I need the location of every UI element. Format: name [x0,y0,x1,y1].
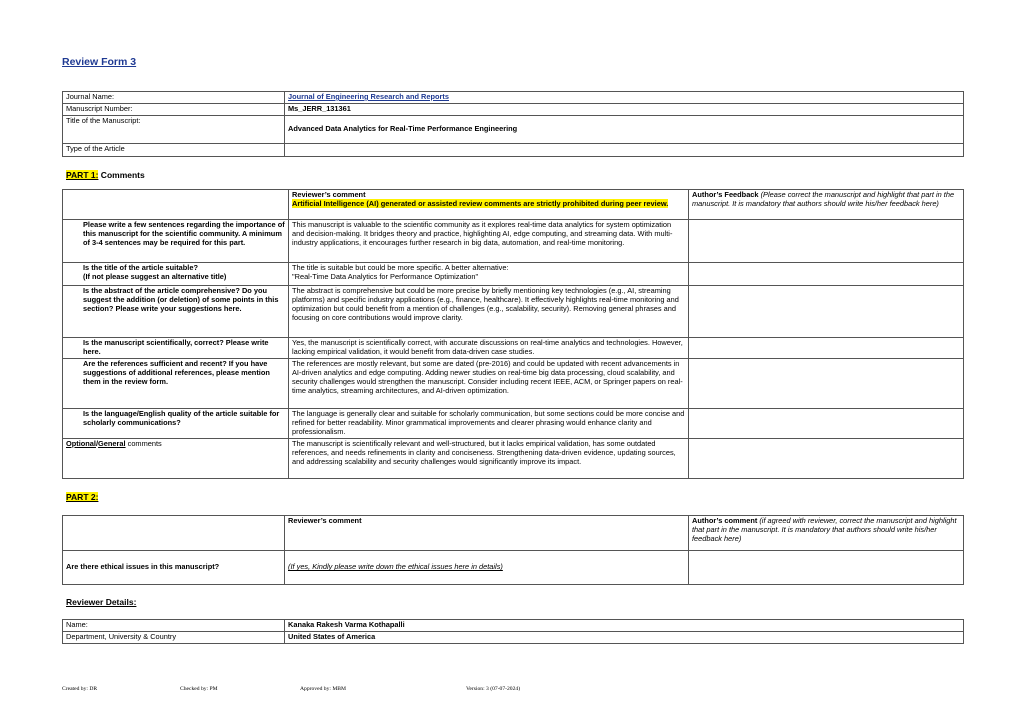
part1-label-rest: Comments [98,170,145,180]
ethics-answer[interactable] [285,551,689,585]
article-type-label: Type of the Article [63,144,285,157]
ethics-answer-text: (If yes, Kindly please write down the ethical issues here in details) [288,562,503,572]
ethics-author-comment[interactable] [689,551,964,585]
comment-importance[interactable]: This manuscript is valuable to the scientific community as it explores real-time data analytics for system optimization and decision-making. It bridges theory and practice, highlighting AI, edge computing, and streaming data. With multi-industry applications, it encourages further research in big data, automation, and real-time monitoring. [289,220,689,263]
footer-version: Version: 3 (07-07-2024) [466,686,521,692]
comment-scientific[interactable]: Yes, the manuscript is scientifically correct, with accurate discussions on real-time analytics and technologies. However, lacking empirical validation, it would benefit from data-driven case studies. [289,338,689,359]
footer-checked-by: Checked by: PM [180,686,218,692]
comment-references[interactable]: The references are mostly relevant, but some are dated (pre-2016) and could be updated with recent advancements in AI-driven analytics and edge computing. Adding newer studies on real-time big data processing, cloud scalability, and security challenges would strengthen the manuscript. Consider including recent IEEE, ACM, or Springer papers on real-time analytics, streaming architectures, and AI-driven optimization. [289,359,689,409]
reviewer-department-value: United States of America [285,631,964,643]
part2-label: PART 2: [66,492,99,502]
part2-author-header [689,516,964,551]
part1-author-header [689,190,964,220]
question-references: Are the references sufficient and recent? If you have suggestions of additional references, please mention them in the review form. [63,359,289,409]
reviewer-name-value: Kanaka Rakesh Varma Kothapalli [285,620,964,632]
part2-ethics-table [62,515,964,585]
manuscript-title-label: Title of the Manuscript: [63,116,285,144]
manuscript-info-table [62,91,964,157]
manuscript-number-value: Ms_JERR_131361 [285,104,964,116]
comment-title[interactable]: The title is suitable but could be more specific. A better alternative: "Real-Time Data Analytics for Performance Optimization" [289,263,689,286]
part2-heading [66,492,98,502]
reviewer-details-table [62,619,964,644]
author-feedback-title[interactable] [689,263,964,286]
comment-optional-general[interactable]: The manuscript is scientifically relevant and well-structured, but it lacks empirical validation, has some outdated references, and needs refinements in clarity and conciseness. Strengthening data-driven evidence, updating sources, and addressing scalability and security challenges would significantly improve its impact. [289,439,689,479]
reviewer-comment-header: Reviewer’s comment [292,190,366,199]
part1-comments-table [62,189,964,479]
journal-link[interactable]: Journal of Engineering Research and Reports [288,92,449,101]
author-comment-instructions: (if agreed with reviewer, correct the manuscript and highlight that part in the manuscript. It is mandatory that authors should write his/her feedback here) [692,516,957,543]
ethics-question: Are there ethical issues in this manuscript? [63,551,285,585]
reviewer-details-heading: Reviewer Details: [66,597,137,607]
footer-created-by: Created by: DR [62,686,98,692]
article-type-value [285,144,964,157]
optional-comments-label [63,439,289,479]
part2-header-empty [63,516,285,551]
part1-reviewer-header [289,190,689,220]
form-title: Review Form 3 [62,56,137,68]
question-language: Is the language/English quality of the article suitable for scholarly communications? [63,409,289,439]
author-feedback-optional[interactable] [689,439,964,479]
manuscript-number-label: Manuscript Number: [63,104,285,116]
optional-label: Optional [66,439,96,448]
author-feedback-abstract[interactable] [689,286,964,338]
journal-name-label: Journal Name: [63,92,285,104]
general-label: General [98,439,126,448]
author-feedback-instructions: (Please correct the manuscript and highlight that part in the manuscript. It is mandatory that authors should write his/her feedback here) [692,190,955,208]
part2-reviewer-header: Reviewer’s comment [285,516,689,551]
comments-label: comments [125,439,162,448]
reviewer-department-label: Department, University & Country [63,631,285,643]
part1-label: PART 1: [66,170,99,180]
comment-abstract[interactable]: The abstract is comprehensive but could be more precise by briefly mentioning key technologies (e.g., AI, streaming platforms) and specific industry applications (e.g., finance, healthcare). It effectively highlights real-time monitoring and optimization but could benefit from a mention of challenges (e.g., scalability, security). Removing general phrases and focusing on core contributions would improve clarity. [289,286,689,338]
question-importance: Please write a few sentences regarding the importance of this manuscript for the scientific community. A minimum of 3-4 sentences may be required for this part. [63,220,289,263]
part1-header-empty [63,190,289,220]
optional-slash: / [95,439,99,448]
author-feedback-references[interactable] [689,359,964,409]
author-feedback-importance[interactable] [689,220,964,263]
manuscript-title-value: Advanced Data Analytics for Real-Time Performance Engineering [285,116,964,144]
question-title: Is the title of the article suitable? (If not please suggest an alternative title) [63,263,289,286]
part1-heading [66,170,145,180]
author-feedback-scientific[interactable] [689,338,964,359]
footer-approved-by: Approved by: MBM [300,686,346,692]
author-feedback-language[interactable] [689,409,964,439]
author-comment-header: Author’s comment [692,516,758,525]
question-scientific: Is the manuscript scientifically, correct? Please write here. [63,338,289,359]
reviewer-name-label: Name: [63,620,285,632]
journal-name-value[interactable] [285,92,964,104]
ai-prohibition-notice: Artificial Intelligence (AI) generated or assisted review comments are strictly prohibited during peer review. [292,198,669,208]
author-feedback-header: Author’s Feedback [692,190,759,199]
comment-language[interactable]: The language is generally clear and suitable for scholarly communication, but some sections could be more concise and refined for better readability. Minor grammatical improvements and clearer phrasing would enhance clarity and professionalism. [289,409,689,439]
question-abstract: Is the abstract of the article comprehensive? Do you suggest the addition (or deletion) of some points in this section? Please write your suggestions here. [63,286,289,338]
